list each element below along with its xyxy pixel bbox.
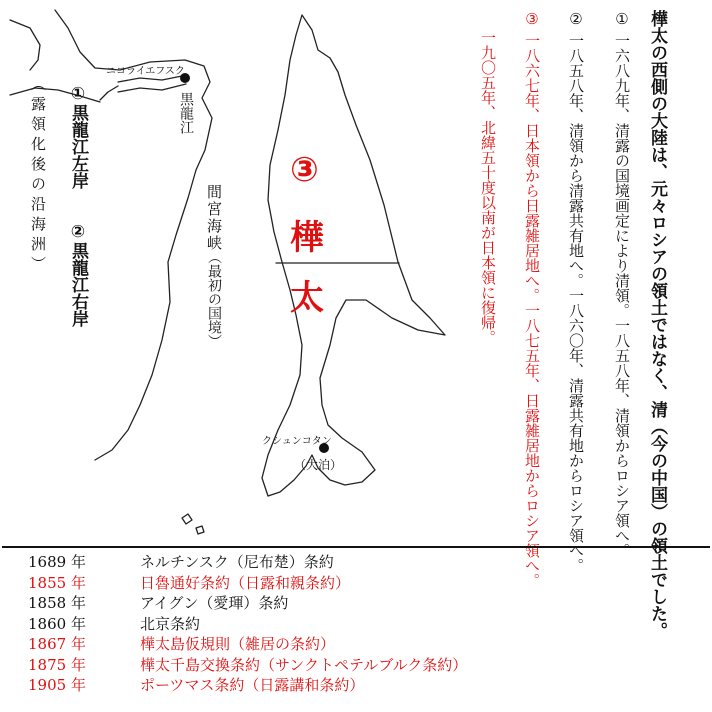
timeline-year: 1689 年 [28, 553, 86, 571]
timeline-row [28, 614, 698, 635]
place-korsakov: クシュンコタン [262, 436, 332, 447]
item-2-text: ② 一八五八年、清領から清露共有地へ。一八六〇年、清露共有地からロシア領へ。 [567, 10, 585, 573]
amur-river-upper [100, 86, 118, 100]
place-nikolayevsk: ニコライエフスク [106, 66, 185, 77]
timeline-row [28, 593, 698, 614]
region-name-2: 太 [290, 278, 324, 318]
treaty-timeline [28, 552, 698, 696]
mainland-detail-2 [10, 20, 40, 70]
strait-note: （最初の国境） [206, 250, 222, 348]
timeline-row [28, 634, 698, 655]
island-2 [196, 526, 204, 534]
place-korsakov-note: （大泊） [294, 458, 343, 472]
item-3-text: ③ 一八六七年、日本領から日露雑居地へ。一八七五年、日露雑居地からロシア領へ。 [523, 10, 541, 588]
left-bank-label: ①黒龍江左岸 [68, 84, 88, 189]
region-name-1: 樺 [290, 218, 324, 258]
item-1-text: ① 一六八九年、清露の国境画定により清領。一八五八年、清領からロシア領へ。 [613, 10, 631, 558]
region-number: ③ [290, 150, 319, 190]
timeline-event: 樺太千島交換条約（サンクトペテルブルク条約） [140, 655, 468, 674]
timeline-year: 1858 年 [28, 594, 86, 612]
left-bank-note: （露領化後の沿海洲） [29, 76, 47, 276]
timeline-year: 1867 年 [28, 635, 86, 653]
timeline-event: 日魯通好条約（日露和親条約） [140, 573, 351, 592]
timeline-year: 1875 年 [28, 655, 86, 674]
timeline-year: 1855 年 [28, 573, 86, 592]
timeline-event: 北京条約 [140, 614, 201, 633]
timeline-row [28, 655, 698, 676]
timeline-year: 1905 年 [28, 676, 86, 694]
timeline-row [28, 552, 698, 573]
timeline-event: 樺太島仮規則（雑居の条約） [140, 635, 336, 653]
title-text: 樺太の西側の大陸は、元々ロシアの領土ではなく、清（今の中国）の領土でした。 [647, 10, 667, 639]
river-label: 黒龍江 [178, 92, 194, 134]
right-bank-label: ②黒龍江右岸 [68, 222, 88, 327]
timeline-row [28, 573, 698, 594]
timeline-row [28, 675, 698, 696]
divider [2, 546, 710, 548]
timeline-year: 1860 年 [28, 614, 86, 633]
timeline-event: アイグン（愛琿）条約 [140, 594, 289, 612]
timeline-event: ポーツマス条約（日露講和条約） [140, 676, 365, 694]
item-3b-text: 一九〇五年、北緯五十度以南が日本領に復帰。 [479, 30, 497, 345]
strait-label: 間宮海峡 [205, 184, 223, 252]
timeline-event: ネルチンスク（尼布楚）条約 [140, 553, 334, 571]
amur-river [118, 76, 186, 92]
island-1 [182, 514, 192, 524]
